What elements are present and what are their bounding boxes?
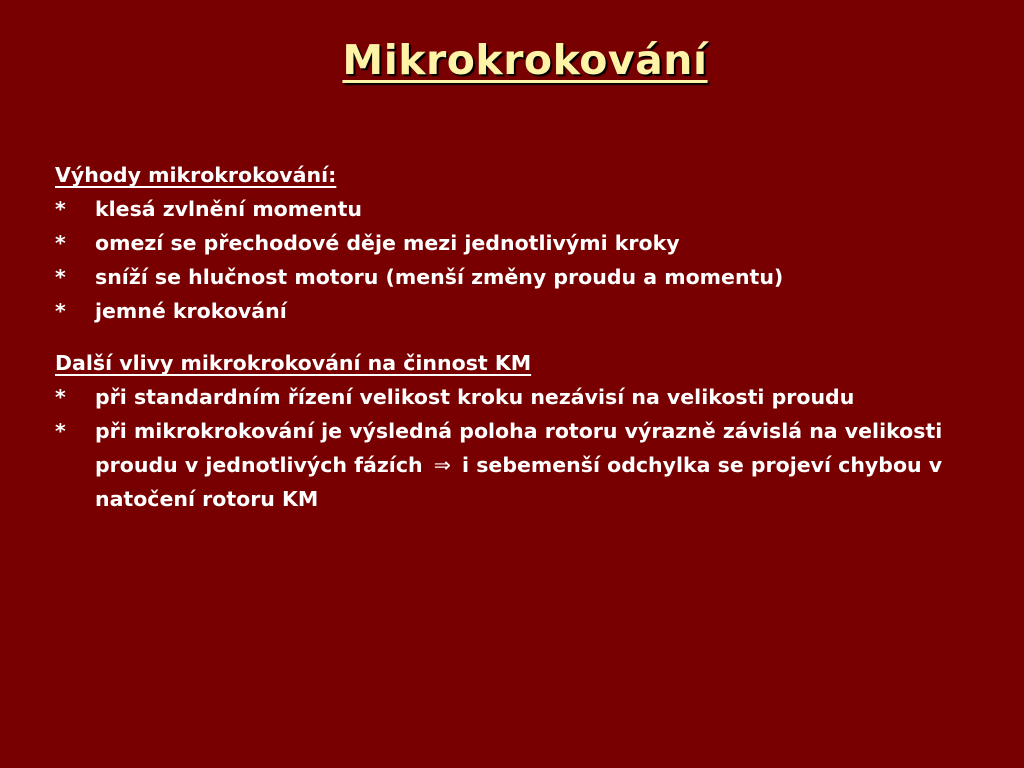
list-item — [55, 260, 995, 294]
implies-arrow-icon: ⇒ — [433, 453, 451, 477]
list-item — [55, 294, 995, 328]
other-effects-heading: Další vlivy mikrokrokování na činnost KM — [55, 351, 532, 375]
list-item-text: sníží se hlučnost motoru (menší změny proudu a momentu) — [95, 265, 784, 289]
list-item — [55, 226, 995, 260]
list-item-text: při standardním řízení velikost kroku nezávisí na velikosti proudu — [95, 385, 855, 409]
slide-title: Mikrokrokování — [342, 36, 708, 84]
list-item-text: omezí se přechodové děje mezi jednotlivými kroky — [95, 231, 680, 255]
other-effects-section — [55, 346, 995, 516]
bullet-marker: * — [55, 197, 66, 221]
bullet-marker: * — [55, 299, 66, 323]
list-item — [55, 380, 995, 414]
list-item-text: klesá zvlnění momentu — [95, 197, 363, 221]
bullet-marker: * — [55, 385, 66, 409]
list-item-text: při mikrokrokování je výsledná poloha rotoru výrazně závislá na velikosti proudu v jednotlivých fázích — [95, 419, 943, 477]
list-item-text: jemné krokování — [95, 299, 287, 323]
list-item — [55, 414, 995, 516]
bullet-marker: * — [55, 419, 66, 443]
advantages-heading: Výhody mikrokrokování: — [55, 163, 337, 187]
bullet-marker: * — [55, 265, 66, 289]
bullet-marker: * — [55, 231, 66, 255]
slide-body — [55, 158, 995, 516]
list-item — [55, 192, 995, 226]
advantages-section — [55, 158, 995, 328]
list-item-text-continuation: i sebemenší odchylka se projeví chybou v natočení rotoru KM — [95, 453, 943, 511]
